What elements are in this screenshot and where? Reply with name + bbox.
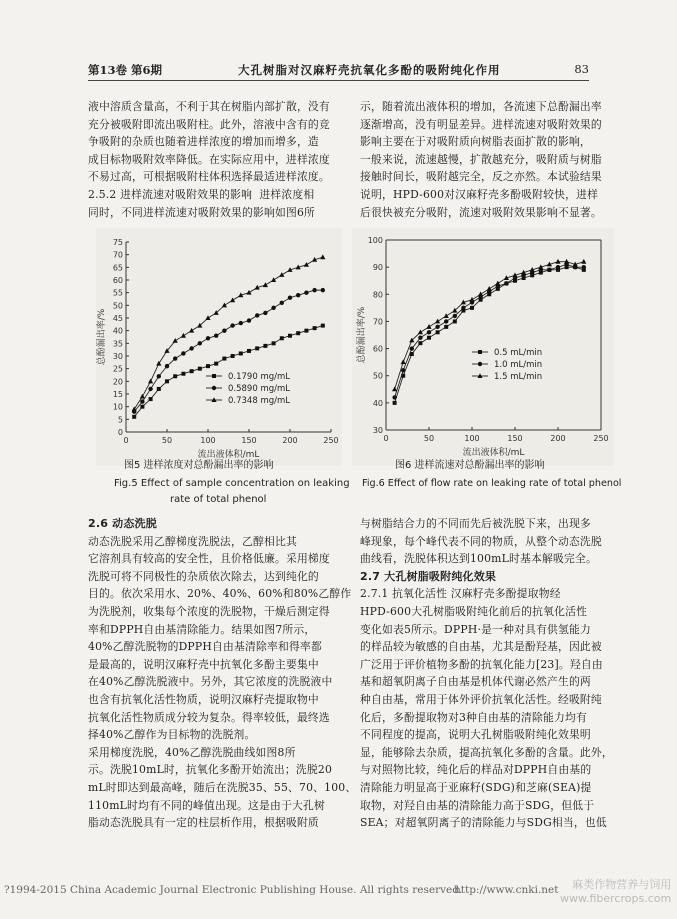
data-point — [214, 362, 218, 366]
data-point — [165, 364, 169, 368]
y-tick-label: 90 — [372, 263, 383, 273]
text-line: 的样品较为敏感的自由基，尤其是酚羟基，因此被 — [360, 640, 602, 654]
data-point — [247, 318, 251, 322]
text-line: 率和DPPH自由基清除能力。结果如图7所示， — [88, 622, 316, 636]
page-number: 83 — [574, 62, 589, 76]
x-tick-label: 200 — [550, 434, 566, 443]
data-point — [487, 286, 492, 291]
text-line: 取物，对羟自由基的清除能力高于SDG，但低于 — [360, 798, 595, 812]
data-point — [206, 364, 210, 368]
data-point — [444, 313, 449, 318]
data-point — [140, 405, 144, 409]
text-line: 种自由基，常用于体外评价抗氧化活性。经吸附纯 — [360, 692, 602, 706]
text-line: 后很快被充分吸附，流速对吸附效果影响不显著。 — [360, 205, 602, 219]
y-tick-label: 60 — [112, 276, 123, 285]
data-point — [280, 336, 284, 340]
text-line: 是最高的，说明汉麻籽壳中抗氧化多酚主要集中 — [88, 657, 319, 671]
data-point — [140, 399, 144, 403]
data-point — [280, 301, 284, 305]
data-point — [504, 281, 508, 285]
text-line: 110mL时均有不同的峰值出现。这是由于大孔树 — [88, 798, 325, 812]
y-tick-label: 70 — [112, 250, 123, 260]
y-tick-label: 50 — [372, 371, 383, 381]
data-point — [461, 306, 465, 310]
y-tick-label: 0 — [117, 428, 123, 437]
x-tick-label: 100 — [464, 434, 480, 443]
text-line: 化后，多酚提取物对3种自由基的清除能力均有 — [360, 710, 588, 724]
x-tick-label: 0 — [383, 434, 389, 443]
data-point — [189, 328, 194, 333]
x-tick-label: 150 — [241, 436, 257, 445]
data-point — [304, 290, 308, 294]
data-point — [321, 324, 325, 328]
data-point — [206, 336, 210, 340]
text-line: 接触时间长，吸附越完全，反之亦然。本试验结果 — [360, 170, 602, 184]
text-line: 脂动态洗脱具有一定的柱层析作用，根据吸附质 — [88, 816, 319, 830]
text-line: 目的。依次采用水、20%、40%、60%和80%乙醇作 — [88, 587, 352, 601]
text-line: 示，随着流出液体积的增加，各流速下总酚漏出率 — [360, 100, 602, 113]
x-tick-label: 50 — [423, 434, 435, 443]
fig6-svg — [352, 228, 614, 466]
data-point — [198, 341, 202, 345]
data-point — [231, 354, 235, 358]
fig6-caption-en: Fig.6 Effect of flow rate on leaking rate of total phenol — [362, 478, 622, 489]
y-tick-label: 10 — [112, 402, 123, 412]
x-tick-label: 200 — [282, 436, 298, 445]
fig6-caption-cn: 图6 进样流速对总酚漏出率的影响 — [395, 460, 545, 471]
text-line: 采用梯度洗脱，40%乙醇洗脱曲线如图8所 — [88, 745, 296, 759]
section-heading-2-7: 2.7 大孔树脂吸附纯化效果 — [360, 569, 497, 583]
text-line: 同时，不同进样流速对吸附效果的影响如图6所 — [88, 205, 316, 219]
data-point — [173, 356, 177, 360]
data-point — [189, 346, 193, 350]
data-point — [392, 386, 397, 391]
column-right-top — [360, 98, 622, 221]
y-tick-label: 100 — [367, 236, 383, 245]
page-header — [88, 62, 589, 78]
data-point — [165, 379, 169, 383]
x-tick-label: 0 — [123, 436, 129, 445]
fig5-caption-en-1: Fig.5 Effect of sample concentration on leaking — [114, 478, 350, 489]
legend-marker — [212, 374, 216, 378]
y-axis-label: 总酚漏出率/% — [357, 306, 367, 364]
y-tick-label: 75 — [112, 238, 123, 247]
data-point — [205, 315, 210, 320]
legend-label: 1.0 mL/min — [494, 360, 543, 370]
data-point — [214, 334, 218, 338]
data-point — [247, 349, 251, 353]
data-point — [222, 328, 226, 332]
data-point — [148, 379, 153, 384]
y-tick-label: 45 — [112, 314, 123, 323]
fig5-caption-cn: 图5 进样浓度对总酚漏出率的影响 — [124, 460, 274, 471]
data-point — [453, 314, 457, 318]
text-line: 示。洗脱10mL时，抗氧化多酚开始流出；洗脱20 — [88, 763, 333, 777]
y-tick-label: 20 — [112, 377, 123, 387]
data-point — [263, 344, 267, 348]
text-line: 显，能够除去杂质，提高抗氧化多酚的含量。此外， — [360, 745, 613, 759]
legend-label: 0.5890 mg/mL — [228, 384, 290, 394]
y-tick-label: 30 — [372, 426, 383, 435]
legend-label: 1.5 mL/min — [494, 372, 543, 382]
data-point — [312, 288, 316, 292]
journal-title: 大孔树脂对汉麻籽壳抗氧化多酚的吸附纯化作用 — [238, 63, 501, 77]
data-point — [272, 341, 276, 345]
text-line: 曲线看，洗脱体积达到100mL时基本解吸完全。 — [360, 552, 597, 566]
data-point — [313, 326, 317, 330]
data-point — [410, 346, 414, 350]
y-axis-label: 总酚漏出率/% — [97, 308, 107, 366]
legend-marker — [478, 362, 482, 366]
data-point — [320, 254, 325, 259]
copyright-notice: ?1994-2015 China Academic Journal Electronic Publishing House. All rights reserved. — [4, 884, 463, 896]
text-line: 争吸附的杂质也随着进样浓度的增加而增多，造 — [88, 135, 319, 149]
legend-label: 0.5 mL/min — [494, 348, 543, 358]
data-point — [582, 265, 586, 269]
text-line: SEA；对超氧阴离子的清除能力与SDG相当，也低 — [360, 816, 607, 830]
data-point — [263, 282, 268, 287]
data-point — [426, 324, 431, 329]
data-point — [239, 321, 243, 325]
legend-marker — [212, 386, 216, 390]
data-point — [470, 306, 474, 310]
data-point — [190, 369, 194, 373]
text-line: 一般来说，流速越慢，扩散越充分，吸附质与树脂 — [360, 152, 602, 166]
data-point — [288, 334, 292, 338]
x-axis-label: 流出液体积/mL — [197, 450, 260, 460]
figure-6-chart — [352, 228, 614, 466]
data-point — [392, 395, 396, 399]
y-tick-label: 5 — [117, 415, 123, 425]
text-line: 成目标物吸附效率降低。在实际应用中，进样浓度 — [88, 152, 330, 166]
figure-5-chart — [96, 228, 342, 466]
data-point — [393, 401, 397, 405]
data-point — [401, 368, 405, 372]
y-tick-label: 65 — [112, 263, 123, 273]
data-point — [246, 290, 251, 295]
data-point — [427, 336, 431, 340]
watermark-line-1: 麻类作物营养与饲用 — [572, 878, 672, 891]
data-point — [263, 311, 267, 315]
data-point — [230, 323, 234, 327]
data-point — [436, 330, 440, 334]
data-point — [198, 367, 202, 371]
data-point — [296, 293, 300, 297]
text-line: 峰现象，每个峰代表不同的物质，从整个动态洗脱 — [360, 534, 602, 548]
data-point — [279, 272, 284, 277]
data-point — [132, 415, 136, 419]
text-line: 不易过高，可根据吸附柱体积选择最适进样浓度。 — [88, 170, 330, 184]
data-point — [296, 331, 300, 335]
text-line: 影响主要在于对吸附质向树脂表面扩散的影响， — [360, 135, 591, 149]
series-line — [395, 262, 584, 390]
y-tick-label: 50 — [112, 301, 123, 311]
text-line: 不同程度的提高，说明大孔树脂吸附纯化效果明 — [360, 728, 591, 742]
y-tick-label: 40 — [372, 398, 383, 408]
data-point — [401, 359, 406, 364]
data-point — [271, 277, 276, 282]
x-tick-label: 250 — [593, 434, 609, 443]
data-point — [140, 394, 145, 399]
fig5-caption-en-2: rate of total phenol — [170, 494, 267, 505]
data-point — [427, 330, 431, 334]
y-tick-label: 35 — [112, 339, 123, 349]
text-line: 择40%乙醇作为目标物的洗脱剂。 — [88, 728, 256, 742]
text-line: 在40%乙醇洗脱液中。另外，其它浓度的洗脱液中 — [88, 675, 333, 689]
legend-label: 0.7348 mg/mL — [228, 396, 290, 406]
data-point — [288, 296, 292, 300]
x-tick-label: 150 — [507, 434, 523, 443]
y-tick-label: 55 — [112, 288, 123, 298]
site-watermark — [560, 878, 671, 906]
text-line: 清除能力明显高于亚麻籽(SDG)和芝麻(SEA)提 — [360, 780, 592, 794]
text-line: 与树脂结合力的不同而先后被洗脱下来，出现多 — [360, 517, 591, 530]
text-line: 为洗脱剂，收集每个浓度的洗脱物，干燥后测定得 — [88, 604, 330, 618]
legend-marker — [478, 350, 482, 354]
data-point — [453, 319, 457, 323]
y-tick-label: 30 — [112, 352, 123, 361]
text-line: 基和超氧阴离子自由基是机体代谢必然产生的两 — [360, 675, 591, 689]
data-point — [222, 303, 227, 308]
data-point — [239, 351, 243, 355]
text-line: 也含有抗氧化活性物质，说明汉麻籽壳提取物中 — [88, 692, 319, 706]
text-line: 洗脱可将不同极性的杂质依次除去，达到纯化的 — [88, 569, 319, 583]
text-line: 它溶剂具有较高的安全性，且价格低廉。采用梯度 — [88, 552, 330, 566]
x-tick-label: 100 — [200, 436, 216, 445]
column-left-top — [88, 98, 350, 221]
data-point — [255, 346, 259, 350]
data-point — [255, 313, 259, 317]
data-point — [148, 387, 152, 391]
footer-link[interactable]: http://www.cnki.net — [454, 884, 559, 896]
data-point — [271, 306, 275, 310]
text-line: mL时即达到最高峰，随后在洗脱35、55、70、100、 — [88, 780, 357, 794]
text-line: 说明，HPD-600对汉麻籽壳多酚吸附较快，进样 — [360, 187, 599, 201]
data-point — [181, 351, 185, 355]
data-point — [435, 325, 439, 329]
text-line: 抗氧化活性物质成分较为复杂。得率较低，最终选 — [88, 710, 330, 724]
column-left-bottom — [88, 515, 357, 832]
y-tick-label: 60 — [372, 344, 383, 354]
data-point — [321, 288, 325, 292]
data-point — [418, 329, 423, 334]
data-point — [581, 259, 586, 264]
data-point — [469, 297, 474, 302]
data-point — [304, 329, 308, 333]
volume-issue: 第13卷 第6期 — [88, 63, 163, 77]
data-point — [181, 333, 186, 338]
data-point — [157, 387, 161, 391]
x-axis-label: 流出液体积/mL — [462, 448, 525, 458]
header-rule — [88, 80, 589, 81]
data-point — [444, 319, 448, 323]
text-line: 40%乙醇洗脱物的DPPH自由基清除率和得率都 — [88, 640, 322, 654]
text-line: 动态洗脱采用乙醇梯度洗脱法，乙醇相比其 — [88, 534, 297, 548]
data-point — [547, 268, 551, 272]
x-tick-label: 50 — [161, 436, 173, 445]
data-point — [173, 338, 178, 343]
data-point — [495, 281, 500, 286]
text-line: 逐渐增高，没有明显差异。进样流速对吸附效果的 — [360, 117, 602, 131]
watermark-line-2: www.fibercrops.com — [560, 892, 672, 905]
y-tick-label: 25 — [112, 364, 123, 374]
text-line: 广泛用于评价植物多酚的抗氧化能力[23]。羟自由 — [360, 657, 603, 671]
section-heading-2-6: 2.6 动态洗脱 — [88, 517, 157, 530]
data-point — [173, 374, 177, 378]
data-point — [418, 341, 422, 345]
text-line: 变化如表5所示。DPPH·是一种对具有供氢能力 — [360, 622, 592, 636]
data-point — [181, 372, 185, 376]
data-point — [478, 291, 483, 296]
text-line: 2.7.1 抗氧化活性 汉麻籽壳多酚提取物经 — [360, 587, 561, 601]
data-point — [444, 325, 448, 329]
text-line: 与对照物比较，纯化后的样品对DPPH自由基的 — [360, 763, 592, 777]
text-line: 液中溶质含量高，不利于其在树脂内部扩散，没有 — [88, 100, 330, 113]
data-point — [222, 357, 226, 361]
section-heading-2-5-2: 2.5.2 进样流速对吸附效果的影响 进样浓度相 — [88, 187, 315, 201]
text-line: HPD-600大孔树脂吸附纯化前后的抗氧化活性 — [360, 604, 588, 618]
data-point — [556, 265, 560, 269]
text-line: 充分被吸附即流出吸附柱。此外，溶液中含有的竞 — [88, 117, 330, 131]
y-tick-label: 40 — [112, 326, 123, 336]
data-point — [435, 319, 440, 324]
data-point — [418, 336, 422, 340]
column-right-bottom — [360, 515, 622, 832]
fig5-svg — [96, 228, 342, 466]
y-tick-label: 80 — [372, 290, 383, 300]
data-point — [304, 262, 309, 267]
y-tick-label: 15 — [112, 390, 123, 399]
y-tick-label: 70 — [372, 317, 383, 327]
x-tick-label: 250 — [323, 436, 339, 445]
legend-label: 0.1790 mg/mL — [228, 372, 290, 382]
data-point — [230, 297, 235, 302]
data-point — [149, 397, 153, 401]
data-point — [157, 374, 161, 378]
